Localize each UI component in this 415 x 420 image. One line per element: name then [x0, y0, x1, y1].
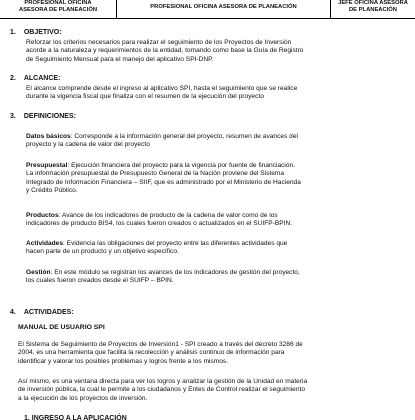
alcance-title: ALCANCE: [23, 75, 61, 82]
spi-para1-line: 2004, es una herramienta que facilita la recolección y análisis continuo de información para [18, 349, 285, 357]
spi-para1-line: identificar y valorar los posibles problemas y logros frente a los mismos. [18, 357, 228, 365]
presupuestal-term: Presupuestal [26, 162, 68, 169]
alcance-line: El alcance comprende desde el ingreso al aplicativo SPI, hasta el seguimiento que se realice [26, 85, 298, 92]
gestion-text: : En este módulo se registran los avances de los indicadores de gestión del proyecto, [50, 269, 300, 276]
objetivo-line: acorde a la naturaleza y requerimientos de la entidad, tomando como base la Guía de Registro [26, 47, 304, 55]
spi-para2-line: Así mismo, es una ventana directa para ver los logros y analizar la gestión de la Unidad en materia [18, 378, 308, 385]
gestion-line-2: los cuales fueron creados desde el SUIFP – BPIN. [26, 277, 174, 285]
objetivo-line: Reforzar los criterios necesarios para realizar el seguimiento de los Proyectos de Inversión [26, 39, 292, 46]
datos-basicos-term: Datos básicos [26, 133, 71, 140]
presupuestal-text: : Ejecución financiera del proyecto para la vigencia por fuente de financiación. [67, 162, 296, 169]
actividades-text: : Evidencia las obligaciones del proyecto entre las diferentes actividades que [63, 240, 288, 247]
header-cell-aprobo [331, 0, 415, 18]
objetivo-paragraph [26, 39, 404, 64]
document-header-table [0, 0, 415, 19]
gestion-term: Gestión [26, 269, 51, 276]
objetivo-line: de Seguimiento Mensual para el manejo del aplicativo SPI-DNP. [26, 55, 214, 63]
header-cell-3-line-1: JEFE OFICINA ASESORA [338, 0, 408, 6]
definition-presupuestal [26, 162, 404, 195]
manual-title: MANUAL DE USUARIO SPI [18, 324, 105, 331]
alcance-number: 2. [10, 75, 16, 82]
presupuestal-line: La información presupuestal de Presupuesto General de la Nación proviene del Sistema [26, 170, 285, 178]
gestion-line-1 [26, 269, 404, 277]
definition-datos-basicos [26, 133, 404, 150]
productos-line-1 [26, 212, 404, 220]
spi-paragraph-2 [18, 378, 404, 403]
productos-term: Productos [26, 212, 59, 219]
actividades-line-2: hacen parte de un producto y un objetivo específico. [26, 248, 179, 256]
definition-actividades [26, 240, 404, 257]
datos-basicos-line-2: proyecto y la cadena de valor del proyecto [26, 141, 150, 149]
header-cell-1-line-1: PROFESIONAL OFICINA [24, 0, 92, 6]
presupuestal-line: y Crédito Público. [26, 186, 78, 194]
definition-gestion [26, 269, 404, 286]
actividades-number: 4. [10, 309, 16, 316]
presupuestal-line: Integrado de Información Financiera – SIIF, que es administrado por el Ministerio de Hacienda [26, 178, 301, 186]
definiciones-number: 3. [10, 113, 16, 120]
datos-basicos-text: : Corresponde a la información general del proyecto, resumen de avances del [70, 133, 298, 140]
spi-para2-line: de inversión pública, la cual le permite a los ciudadanos y Entes de Control realizar el seguimiento [18, 386, 305, 394]
spi-para1-line: El Sistema de Seguimiento de Proyectos de Inversión1 - SPI creado a través del decreto 3286 de [18, 341, 303, 348]
ingreso-heading: 1. INGRESO A LA APLICACIÓN [24, 415, 127, 420]
definiciones-title: DEFINICIONES: [23, 113, 76, 120]
objetivo-title: OBJETIVO: [23, 29, 62, 36]
objetivo-heading [10, 29, 62, 37]
actividades-heading [10, 309, 74, 317]
header-cell-3-line-2: DE PLANEACIÓN [349, 6, 397, 13]
header-cell-1-line-2: ASESORA DE PLANEACIÓN [18, 6, 98, 13]
productos-line-2: indicadores de producto BIS4, los cuales fueron creados o actualizados en el SUIFP-BPIN. [26, 220, 293, 228]
header-cell-elaboro [0, 0, 117, 18]
objetivo-number: 1. [10, 29, 16, 36]
presupuestal-line-1 [26, 162, 404, 170]
spi-paragraph-1 [18, 341, 404, 366]
alcance-line: durante la vigencia fiscal que finaliza con el resumen de la ejecución del proyecto [26, 93, 264, 101]
actividades-line-1 [26, 240, 404, 248]
alcance-heading [10, 75, 60, 83]
alcance-paragraph [26, 85, 404, 102]
header-cell-reviso [117, 0, 331, 18]
definiciones-heading [10, 113, 76, 121]
spi-para2-line: a la ejecución de los proyectos de inversión. [18, 394, 148, 402]
datos-basicos-line-1 [26, 133, 404, 141]
header-cell-2-text: PROFESIONAL OFICINA ASESORA DE PLANEACIÓN [150, 4, 297, 11]
actividades-term: Actividades [26, 240, 64, 247]
actividades-title: ACTIVIDADES: [23, 309, 74, 316]
definition-productos [26, 212, 404, 229]
productos-text: : Avance de los indicadores de producto de la cadena de valor como de los [58, 212, 278, 219]
